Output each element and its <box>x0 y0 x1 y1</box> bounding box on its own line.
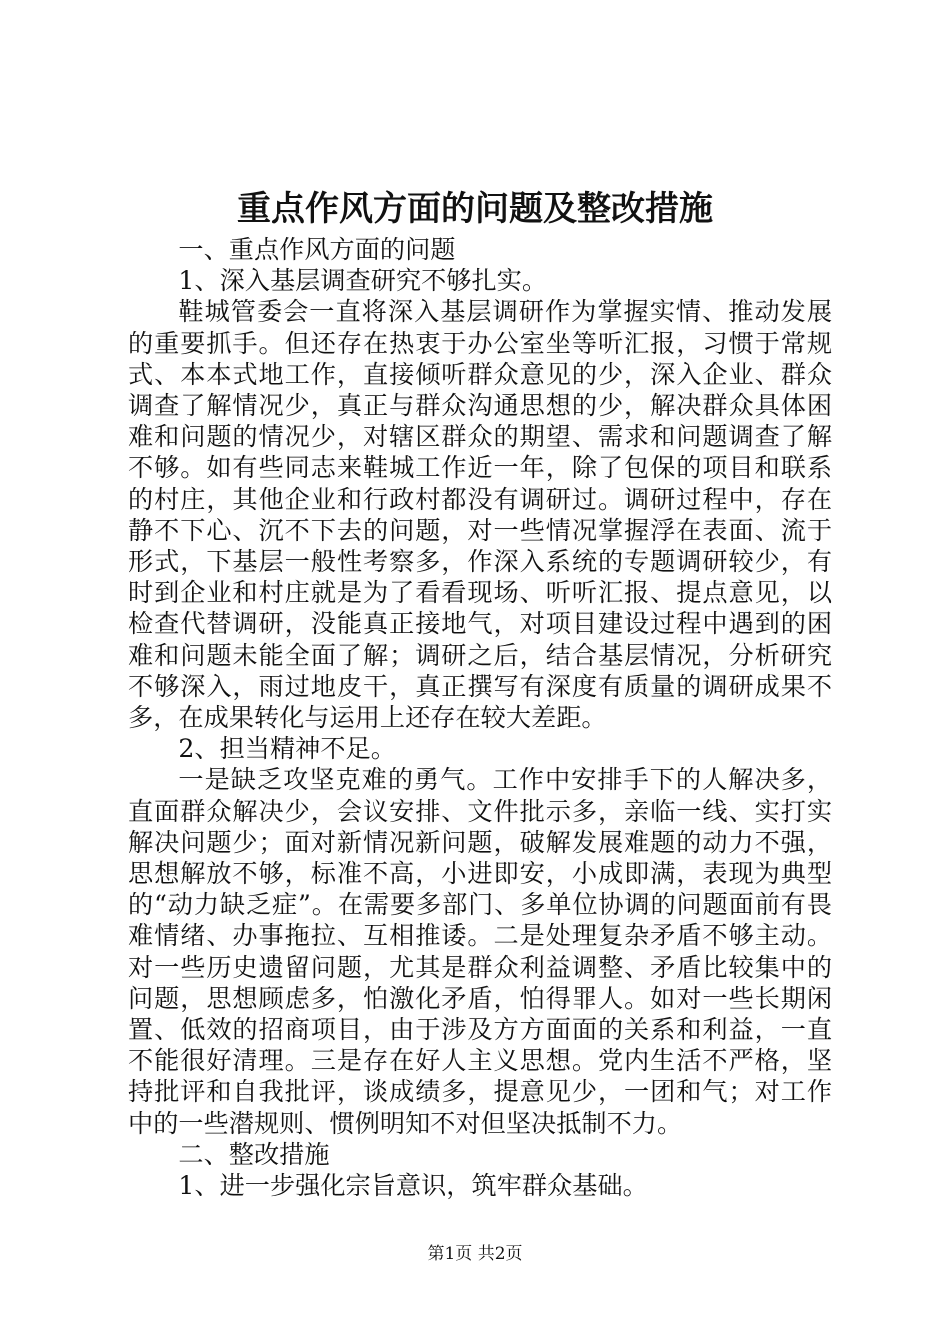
document-title: 重点作风方面的问题及整改措施 <box>237 189 713 229</box>
section-heading-problems: 一、重点作风方面的问题 <box>178 235 456 264</box>
page-footer: 第1页 共2页 <box>427 1244 523 1264</box>
subheading-measure-1: 1、进一步强化宗旨意识，筑牢群众基础。 <box>178 1171 648 1201</box>
paragraph-research: 鞋城管委会一直将深入基层调研作为掌握实情、推动发展的重要抓手。但还存在热衷于办公室坐等听汇报，习惯于常规式、本本式地工作，直接倾听群众意见的少，深入企业、群众调查了解情况少，真正与群众沟通思想的少，解决群众具体困难和问题的情况少，对辖区群众的期望、需求和问题调查了解不够。如有些同志来鞋城工作近一年，除了包保的项目和联系的村庄，其他企业和行政村都没有调研过。调研过程中，存在静不下心、沉不下去的问题，对一些情况掌握浮在表面、流于形式，下基层一般性考察多，作深入系统的专题调研较少，有时到企业和村庄就是为了看看现场、听听汇报、提点意见，以检查代替调研，没能真正接地气，对项目建设过程中遇到的困难和问题未能全面了解；调研之后，结合基层情况，分析研究不够深入，雨过地皮干，真正撰写有深度有质量的调研成果不多，在成果转化与运用上还存在较大差距。 <box>128 297 832 733</box>
paragraph-responsibility: 一是缺乏攻坚克难的勇气。工作中安排手下的人解决多，直面群众解决少，会议安排、文件批示多，亲临一线、实打实解决问题少；面对新情况新问题，破解发展难题的动力不强，思想解放不够，标准不高，小进即安，小成即满，表现为典型的“动力缺乏症”。在需要多部门、多单位协调的问题面前有畏难情绪、办事拖拉、互相推诿。二是处理复杂矛盾不够主动。对一些历史遗留问题，尤其是群众利益调整、矛盾比较集中的问题，思想顾虑多，怕激化矛盾，怕得罪人。如对一些长期闲置、低效的招商项目，由于涉及方方面面的关系和利益，一直不能很好清理。三是存在好人主义思想。党内生活不严格，坚持批评和自我批评，谈成绩多，提意见少，一团和气；对工作中的一些潜规则、惯例明知不对但坚决抵制不力。 <box>128 765 832 1138</box>
subheading-responsibility: 2、担当精神不足。 <box>178 734 396 764</box>
subheading-research: 1、深入基层调查研究不够扎实。 <box>178 266 548 296</box>
document-body <box>128 234 832 1201</box>
section-heading-measures: 二、整改措施 <box>178 1139 330 1169</box>
